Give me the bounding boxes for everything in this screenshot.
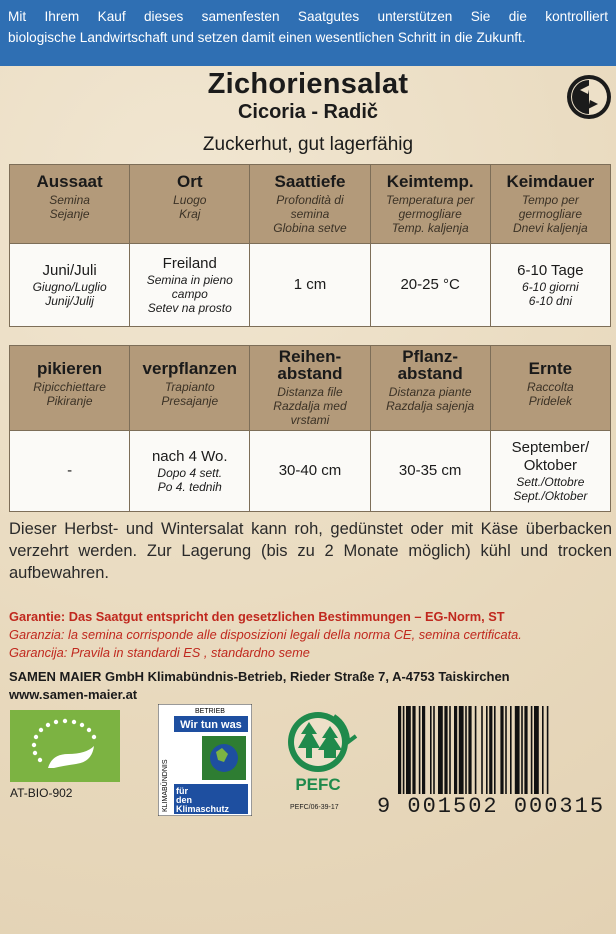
barcode-bar	[454, 706, 457, 794]
product-subtitle: Cicoria - Radič	[237, 101, 379, 123]
planting-table	[9, 345, 611, 512]
planting-table-header-row	[10, 346, 611, 431]
sowing-table-value-row	[10, 244, 611, 327]
barcode-bar	[449, 706, 451, 794]
header-pikieren: pikieren Ripicchiettare Pikiranje	[10, 346, 130, 431]
value-saattiefe: 1 cm	[250, 244, 370, 327]
sowing-table	[9, 164, 611, 327]
green-dot-recycle-icon	[566, 74, 612, 120]
guarantee-it: Garanzia: la semina corrisponde alle disposizioni legali della norma CE, semina certificata.	[9, 627, 522, 642]
header-saattiefe: Saattiefe Profondità di semina Globina setve	[250, 165, 370, 244]
product-variety: Zuckerhut, gut lagerfähig	[202, 134, 414, 155]
barcode-bar	[438, 706, 443, 794]
value-reihenabstand: 30-40 cm	[250, 431, 370, 512]
barcode-bar	[459, 706, 464, 794]
header-ort: Ort Luogo Kraj	[130, 165, 250, 244]
barcode-number: 9 001502 000315	[377, 794, 606, 819]
banner-line-2: biologische Landwirtschaft und setzen damit einen wesentlichen Schritt in die Zukunft.	[8, 30, 526, 45]
pefc-code: PEFC/06-39-17	[290, 804, 339, 811]
barcode-bar	[500, 706, 503, 794]
barcode-bar	[489, 706, 492, 794]
value-verpflanzen: nach 4 Wo. Dopo 4 sett. Po 4. tednih	[130, 431, 250, 512]
header-pflanzabstand: Pflanz- abstand Distanza piante Razdalja sajenja	[370, 346, 490, 431]
product-title: Zichoriensalat	[207, 68, 409, 100]
value-keimdauer: 6-10 Tage 6-10 giorni 6-10 dni	[490, 244, 610, 327]
barcode-bar	[419, 706, 421, 794]
product-description: Dieser Herbst- und Wintersalat kann roh, gedünstet oder mit Käse überbacken verzehrt werden. Zur Lagerung (bis zu 2 Monate möglich) kühl und trocken aufbewahren.	[9, 520, 612, 582]
klima-text-4: Klimaschutz	[176, 804, 230, 814]
barcode-bar	[547, 706, 549, 794]
barcode-icon	[396, 706, 608, 796]
barcode-bar	[398, 706, 401, 794]
header-reihenabstand: Reihen- abstand Distanza file Razdalja med vrstami	[250, 346, 370, 431]
value-pflanzabstand: 30-35 cm	[370, 431, 490, 512]
banner-line-1: Mit Ihrem Kauf dieses samenfesten Saatgutes unterstützen Sie die kontrolliert	[8, 9, 608, 24]
value-keimtemp: 20-25 °C	[370, 244, 490, 327]
barcode-bar	[534, 706, 539, 794]
header-verpflanzen: verpflanzen Trapianto Presajanje	[130, 346, 250, 431]
barcode-bar	[475, 706, 477, 794]
klima-text-2: für	[176, 786, 188, 796]
barcode-bar	[422, 706, 425, 794]
barcode-bar	[505, 706, 507, 794]
pefc-tree-icon	[284, 706, 364, 804]
planting-table-value-row	[10, 431, 611, 512]
eu-organic-leaf-icon	[10, 710, 120, 782]
barcode-bar	[510, 706, 512, 794]
barcode-bar	[412, 706, 415, 794]
klima-text-3: den	[176, 795, 193, 805]
barcode-bar	[444, 706, 447, 794]
organic-control-code: AT-BIO-902	[10, 786, 73, 800]
value-ort: Freiland Semina in pieno campo Setev na prosto	[130, 244, 250, 327]
barcode-bar	[494, 706, 496, 794]
value-aussaat: Juni/Juli Giugno/Luglio Junij/Julij	[10, 244, 130, 327]
barcode-bar	[542, 706, 544, 794]
header-keimdauer: Keimdauer Tempo per germogliare Dnevi kaljenja	[490, 165, 610, 244]
klima-side-label: KLIMABÜNDNIS	[162, 759, 169, 812]
company-website[interactable]: www.samen-maier.at	[9, 687, 138, 702]
sowing-table-header-row	[10, 165, 611, 244]
guarantee-de: Garantie: Das Saatgut entspricht den gesetzlichen Bestimmungen – EG-Norm, ST	[9, 609, 505, 624]
guarantee-sl: Garancija: Pravila in standardi ES , standardno seme	[9, 645, 310, 660]
header-aussaat: Aussaat Semina Sejanje	[10, 165, 130, 244]
barcode-bar	[406, 706, 411, 794]
klima-text-1: Wir tun was	[180, 719, 242, 731]
barcode-bar	[486, 706, 488, 794]
barcode-bar	[468, 706, 471, 794]
barcode-bar	[433, 706, 435, 794]
pefc-label: PEFC	[295, 775, 341, 794]
barcode-bar	[465, 706, 467, 794]
barcode-bar	[515, 706, 520, 794]
header-keimtemp: Keimtemp. Temperatura per germogliare Temp. kaljenja	[370, 165, 490, 244]
barcode-bar	[521, 706, 523, 794]
klima-top-label: BETRIEB	[195, 708, 225, 715]
barcode-bar	[481, 706, 483, 794]
header-ernte: Ernte Raccolta Pridelek	[490, 346, 610, 431]
klimabuendnis-logo-icon	[158, 704, 252, 816]
barcode-bar	[524, 706, 527, 794]
value-ernte: September/ Oktober Sett./Ottobre Sept./Oktober	[490, 431, 610, 512]
barcode-bar	[403, 706, 405, 794]
barcode-bar	[430, 706, 432, 794]
info-banner	[0, 0, 616, 66]
barcode-bar	[531, 706, 533, 794]
value-pikieren: -	[10, 431, 130, 512]
company-address: SAMEN MAIER GmbH Klimabündnis-Betrieb, Rieder Straße 7, A-4753 Taiskirchen	[9, 669, 510, 684]
